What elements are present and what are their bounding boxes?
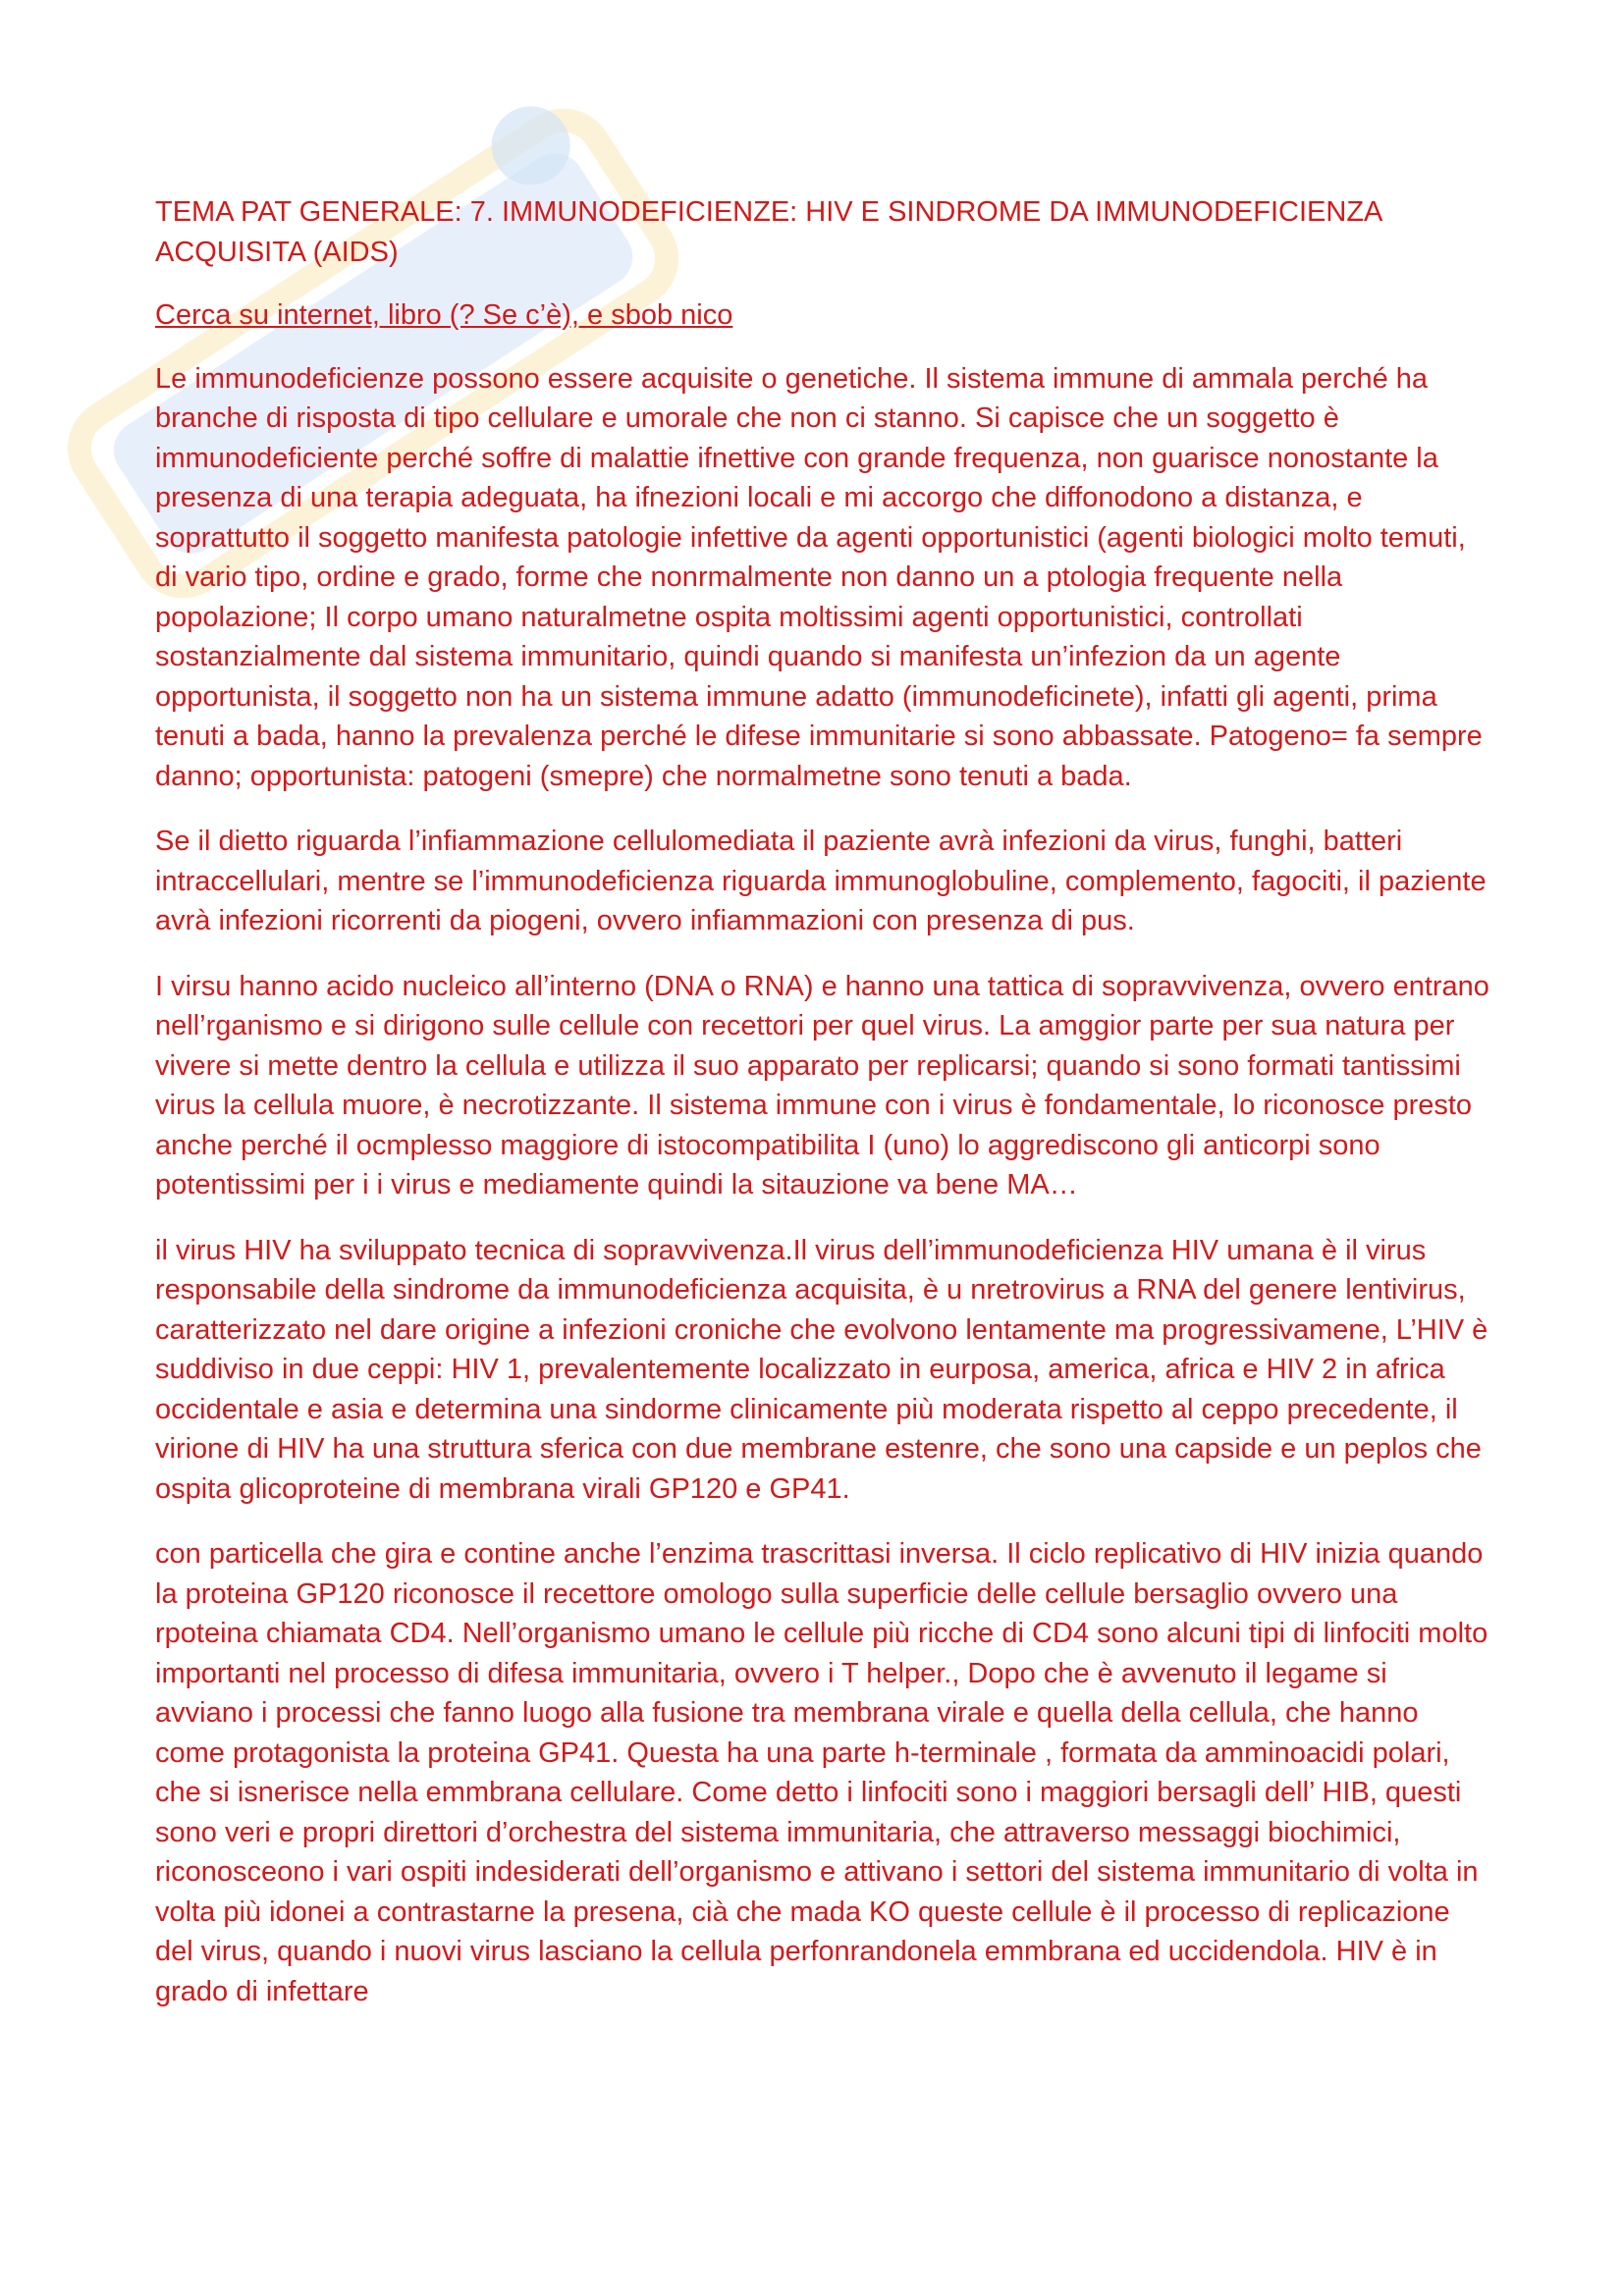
paragraph-4: il virus HIV ha sviluppato tecnica di sopravvivenza.Il virus dell’immunodeficienza HIV umana è il virus responsabile della sindrome da immunodeficienza acquisita, è u nretrovirus a RNA del genere lentivirus, caratterizzato nel dare origine a infezioni croniche che evolvono lentamente ma progressivamene, L’HIV è suddiviso in due ceppi: HIV 1, prevalentemente localizzato in eurposa, america, africa e HIV 2 in africa occidentale e asia e determina una sindorme clinicamente più moderata rispetto al ceppo precedente, il virione di HIV ha una struttura sferica con due membrane estenre, che sono una capside e un peplos che ospita glicoproteine di membrana virali GP120 e GP41. bbox=[155, 1234, 1488, 1505]
paragraph-5: con particella che gira e contine anche l’enzima trascrittasi inversa. Il ciclo replicativo di HIV inizia quando la proteina GP120 riconosce il recettore omologo sulla superficie delle cellule bersaglio ovvero una rpoteina chiamata CD4. Nell’organismo umano le cellule più ricche di CD4 sono alcuni tipi di linfociti molto importanti nel processo di difesa immunitaria, ovvero i T helper., Dopo che è avvenuto il legame si avviano i processi che fanno luogo alla fusione tra membrana virale e quella della cellula, che hanno come protagonista la proteina GP41. Questa ha una parte h-terminale , formata da amminoacidi polari, che si isnerisce nella emmbrana cellulare. Come detto i linfociti sono i maggiori bersagli dell’ HIB, questi sono veri e propri direttori d’orchestra del sistema immunitaria, che attraverso messaggi biochimici, riconosceono i vari ospiti indesiderati dell’organismo e attivano i settori del sistema immunitario di volta in volta più idonei a contrastarne la presena, cià che mada KO queste cellule è il processo di replicazione del virus, quando i nuovi virus lasciano la cellula perfonrandonela emmbrana ed uccidendola. HIV è in grado di infettare bbox=[155, 1538, 1488, 2007]
document-body bbox=[155, 192, 1490, 2037]
page-title: TEMA PAT GENERALE: 7. IMMUNODEFICIENZE: HIV E SINDROME DA IMMUNODEFICIENZA ACQUISITA (AIDS) bbox=[155, 196, 1381, 268]
paragraph-2: Se il dietto riguarda l’infiammazione cellulomediata il paziente avrà infezioni da virus, funghi, batteri intraccellulari, mentre se l’immunodeficienza riguarda immunoglobuline, complemento, fagociti, il paziente avrà infezioni ricorrenti da piogeni, ovvero infiammazioni con presenza di pus. bbox=[155, 826, 1487, 936]
paragraph-3: I virsu hanno acido nucleico all’interno (DNA o RNA) e hanno una tattica di sopravvivenza, ovvero entrano nell’rganismo e si dirigono sulle cellule con recettori per quel virus. La amggior parte per sua natura per vivere si mette dentro la cellula e utilizza il suo apparato per replicarsi; quando si sono formati tantissimi virus la cellula muore, è necrotizzante. Il sistema immune con i virus è fondamentale, lo riconosce presto anche perché il ocmplesso maggiore di istocompatibilita I (uno) lo aggrediscono gli anticorpi sono potentissimi per i i virus e mediamente quindi la sitauzione va bene MA… bbox=[155, 970, 1489, 1201]
subtitle-note: Cerca su internet, libro (? Se c’è), e sbob nico bbox=[155, 299, 733, 331]
paragraph-1: Le immunodeficienze possono essere acquisite o genetiche. Il sistema immune di ammala perché ha branche di risposta di tipo cellulare e umorale che non ci stanno. Si capisce che un soggetto è immunodeficiente perché soffre di malattie ifnettive con grande frequenza, non guarisce nonostante la presenza di una terapia adeguata, ha ifnezioni locali e mi accorgo che diffonodono a distanza, e soprattutto il soggetto manifesta patologie infettive da agenti opportunistici (agenti biologici molto temuti, di vario tipo, ordine e grado, forme che nonrmalmente non danno un a ptologia frequente nella popolazione; Il corpo umano naturalmetne ospita moltissimi agenti opportunistici, controllati sostanzialmente dal sistema immunitario, quindi quando si manifesta un’infezion da un agente opportunista, il soggetto non ha un sistema immune adatto (immunodeficinete), infatti gli agenti, prima tenuti a bada, hanno la prevalenza perché le difese immunitarie si sono abbassate. Patogeno= fa sempre danno; opportunista: patogeni (smepre) che normalmetne sono tenuti a bada. bbox=[155, 362, 1483, 792]
